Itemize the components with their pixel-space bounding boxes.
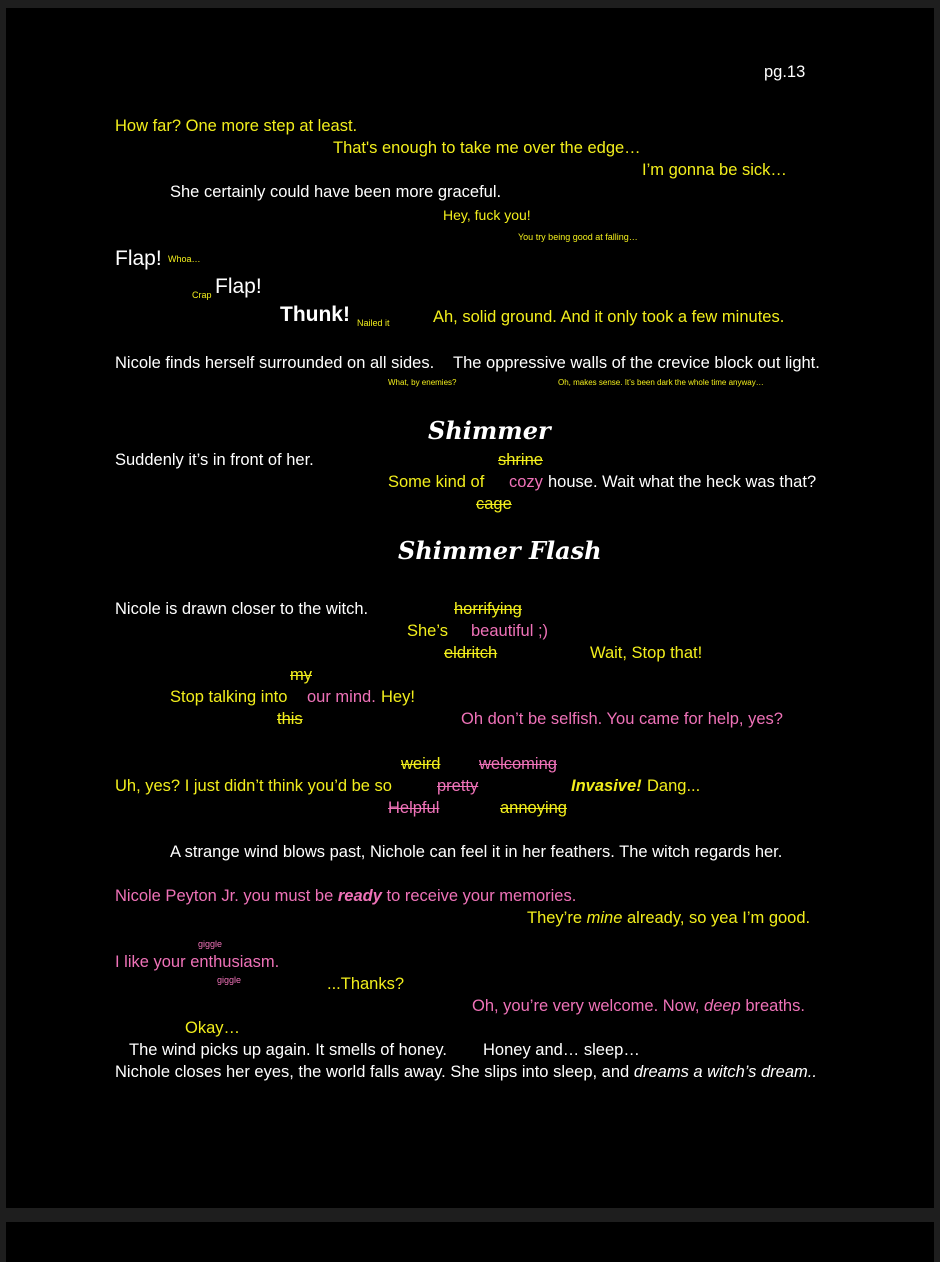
line-part: to receive your memories. [386,887,577,905]
comic-page [6,8,934,1208]
witch-word: cozy [509,473,543,491]
narration-line: She certainly could have been more graceful. [170,183,502,201]
emphasis-word: dreams a witch’s dream.. [633,1063,817,1081]
dialogue-line: Hey, fuck you! [443,207,531,223]
line-part: Nicole Peyton Jr. you must be [115,887,334,905]
dialogue-line: ...Thanks? [327,975,405,993]
witch-line [115,886,576,906]
dialogue-line: Dang... [647,777,701,795]
narration-line: house. Wait what the heck was that? [548,473,817,491]
sound-effect: Flap! [215,275,262,298]
aside-line: Whoa… [168,254,201,264]
line-part: Nichole closes her eyes, the world falls away. She slips into sleep, and [115,1063,630,1081]
narration-line: Suddenly it’s in front of her. [115,451,314,469]
emphasis-word: ready [337,887,382,905]
witch-line: Oh don’t be selfish. You came for help, yes? [461,710,783,728]
struck-word: my [290,666,312,684]
struck-word: Helpful [388,799,440,817]
line-part: breaths. [745,997,805,1015]
aside-line: Nailed it [357,318,390,328]
dialogue-line: I’m gonna be sick… [642,161,787,179]
narration-line: The wind picks up again. It smells of honey. [129,1041,447,1059]
witch-line: I like your enthusiasm. [115,953,280,971]
page-number: pg.13 [764,63,806,81]
aside-line: What, by enemies? [388,378,457,387]
aside-line: giggle [198,939,223,949]
struck-word: this [277,710,303,728]
emphasis-word: Invasive! [571,777,642,795]
dialogue-line: How far? One more step at least. [115,117,358,135]
shimmer-heading: Shimmer [428,416,551,445]
emphasis-word: mine [586,909,623,927]
narration-line: Honey and… sleep… [483,1041,640,1059]
line-part: They’re [527,909,583,927]
dialogue-line: Uh, yes? I just didn’t think you’d be so [115,777,392,795]
emphasis-word: deep [704,997,741,1015]
line-part: already, so yea I’m good. [626,909,811,927]
witch-word: our mind. [307,688,376,706]
struck-word: horrifying [454,600,522,618]
aside-line: You try being good at falling… [518,232,638,242]
dialogue-line: Ah, solid ground. And it only took a few minutes. [433,308,785,326]
narration-line: Nicole finds herself surrounded on all sides. [115,354,435,372]
narration-line: The oppressive walls of the crevice block out light. [453,354,820,372]
aside-line: Oh, makes sense. It’s been dark the whole time anyway… [558,378,764,387]
dialogue-line: Stop talking into [170,688,288,706]
dialogue-line: Okay… [185,1019,241,1037]
aside-line: giggle [217,975,242,985]
struck-word: welcoming [479,755,557,773]
struck-word: pretty [437,777,479,795]
line-part: Oh, you’re very welcome. Now, [472,997,700,1015]
dialogue-line [527,908,810,928]
struck-word: weird [401,755,441,773]
aside-line: Crap [192,290,212,300]
sound-effect: Thunk! [280,303,350,326]
shimmer-flash-heading: Shimmer Flash [398,536,602,565]
dialogue-line: Some kind of [388,473,485,491]
dialogue-line: Wait, Stop that! [590,644,703,662]
next-page-edge [6,1222,934,1262]
struck-word: annoying [500,799,567,817]
narration-line: A strange wind blows past, Nichole can feel it in her feathers. The witch regards her. [170,843,783,861]
struck-word: cage [476,495,512,513]
dialogue-line: She’s [407,622,448,640]
sound-effect: Flap! [115,247,162,270]
witch-line [472,996,805,1016]
struck-word: eldritch [444,644,498,662]
dialogue-line: That's enough to take me over the edge… [333,139,641,157]
narration-line: Nicole is drawn closer to the witch. [115,600,369,618]
narration-line [115,1062,817,1082]
witch-word: beautiful ;) [471,622,549,640]
dialogue-line: Hey! [381,688,415,706]
struck-word: shrine [498,451,543,469]
